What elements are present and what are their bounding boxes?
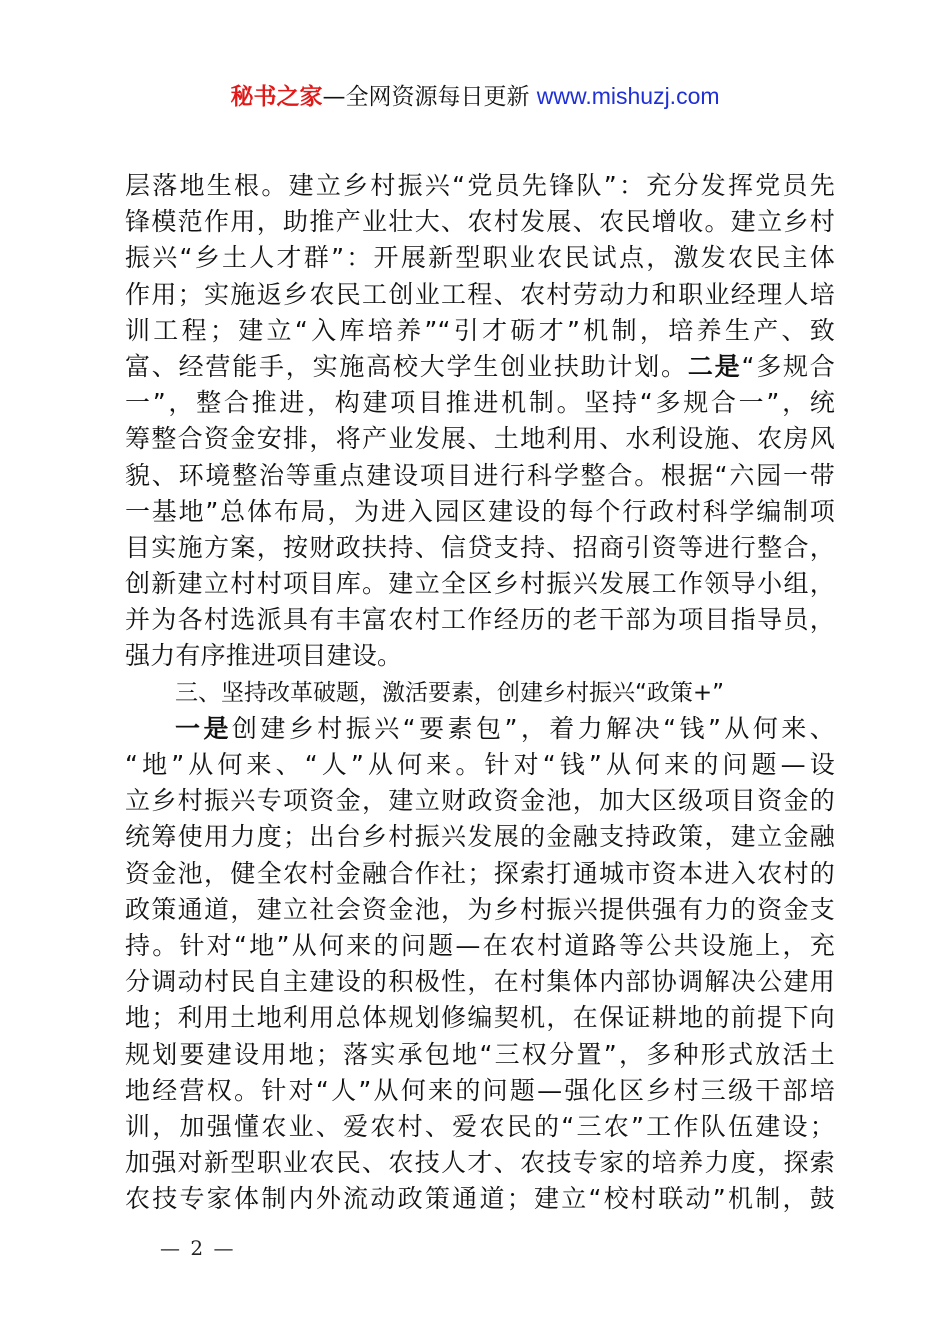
text-line: 统筹使用力度；出台乡村振兴发展的金融支持政策，建立金融 bbox=[125, 822, 835, 852]
text-line: 立乡村振兴专项资金，建立财政资金池，加大区级项目资金的 bbox=[125, 786, 835, 816]
text-line: 锋模范作用，助推产业壮大、农村发展、农民增收。建立乡村 bbox=[125, 207, 835, 237]
text-line: 筹整合资金安排，将产业发展、土地利用、水利设施、农房风 bbox=[125, 424, 835, 454]
site-slogan: —全网资源每日更新 bbox=[322, 84, 530, 110]
text-line: 加强对新型职业农民、农技人才、农技专家的培养力度，探索 bbox=[125, 1148, 835, 1178]
text-line: 地经营权。针对“人”从何来的问题—强化区乡村三级干部培 bbox=[125, 1075, 835, 1105]
site-brand: 秘书之家 bbox=[230, 84, 323, 110]
text-line: 训，加强懂农业、爱农村、爱农民的“三农”工作队伍建设； bbox=[125, 1111, 835, 1141]
text-line: 一基地”总体布局，为进入园区建设的每个行政村科学编制项 bbox=[125, 496, 835, 526]
site-header bbox=[0, 80, 950, 113]
text-run: 富、经营能手，实施高校大学生创业扶助计划。 bbox=[125, 351, 688, 381]
text-line: 训工程；建立“入库培养”“引才砺才”机制，培养生产、致 bbox=[125, 315, 835, 345]
text-run: 创建乡村振兴“要素包”，着力解决“钱”从何来、 bbox=[231, 713, 835, 743]
text-line: 作用；实施返乡农民工创业工程、农村劳动力和职业经理人培 bbox=[125, 279, 835, 309]
section-heading: 三、坚持改革破题，激活要素，创建乡村振兴“政策+” bbox=[175, 679, 725, 706]
document-body bbox=[125, 168, 835, 1217]
text-line: 貌、环境整治等重点建设项目进行科学整合。根据“六园一带 bbox=[125, 460, 835, 490]
text-line: 层落地生根。建立乡村振兴“党员先锋队”：充分发挥党员先 bbox=[125, 171, 835, 200]
emphasis-text: 二是 bbox=[687, 351, 742, 381]
text-line bbox=[125, 349, 835, 385]
text-line: 创新建立村村项目库。建立全区乡村振兴发展工作领导小组， bbox=[125, 569, 835, 599]
text-line bbox=[125, 711, 835, 747]
text-line: 地；利用土地利用总体规划修编契机，在保证耕地的前提下向 bbox=[125, 1003, 835, 1033]
text-line: 目实施方案，按财政扶持、信贷支持、招商引资等进行整合， bbox=[125, 532, 835, 562]
emphasis-text: 一是 bbox=[175, 713, 232, 743]
text-line: 持。针对“地”从何来的问题—在农村道路等公共设施上，充 bbox=[125, 930, 835, 960]
text-line: 分调动村民自主建设的积极性，在村集体内部协调解决公建用 bbox=[125, 967, 835, 997]
text-line: 资金池，健全农村金融合作社；探索打通城市资本进入农村的 bbox=[125, 858, 835, 888]
text-line: 强力有序推进项目建设。 bbox=[125, 641, 403, 671]
site-url[interactable]: www.mishuzj.com bbox=[536, 83, 720, 109]
page-number: — 2 — bbox=[160, 1236, 236, 1260]
text-line: 振兴“乡土人才群”：开展新型职业农民试点，激发农民主体 bbox=[125, 243, 835, 273]
text-line: “地”从何来、“人”从何来。针对“钱”从何来的问题—设 bbox=[125, 750, 835, 779]
text-line: 规划要建设用地；落实承包地“三权分置”，多种形式放活土 bbox=[125, 1039, 835, 1069]
text-run: “多规合 bbox=[741, 351, 835, 381]
text-line: 农技专家体制内外流动政策通道；建立“校村联动”机制，鼓 bbox=[125, 1184, 835, 1214]
text-line: 政策通道，建立社会资金池，为乡村振兴提供强有力的资金支 bbox=[125, 894, 835, 924]
text-line: 并为各村选派具有丰富农村工作经历的老干部为项目指导员， bbox=[125, 605, 835, 635]
text-line: 一”，整合推进，构建项目推进机制。坚持“多规合一”，统 bbox=[125, 388, 835, 418]
